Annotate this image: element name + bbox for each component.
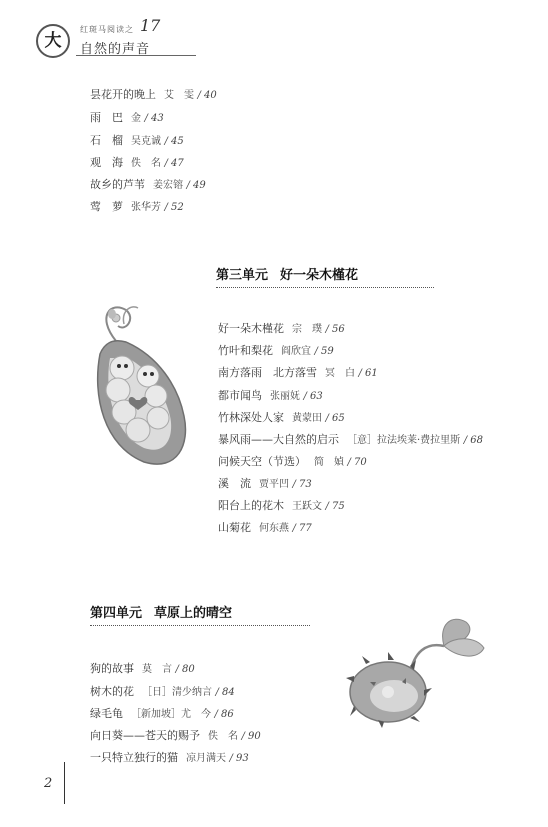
entry-title: 狗的故事 (90, 662, 134, 675)
entry-title: 竹林深处人家 (218, 411, 284, 424)
entry-author: 凉月满天 (186, 753, 226, 764)
entry-author: 吴克诚 (131, 136, 161, 147)
toc-entry[interactable] (90, 199, 184, 216)
entry-page: / 47 (164, 158, 184, 169)
unit-label: 第四单元 (90, 606, 143, 621)
toc-entry[interactable] (90, 706, 234, 723)
entry-author: 冥 白 (325, 368, 355, 379)
toc-entry[interactable] (218, 388, 323, 405)
entry-author: 简 媜 (314, 457, 344, 468)
entry-page: / 65 (325, 413, 345, 424)
entry-page: / 56 (325, 324, 345, 335)
chestnut-sprout-illustration (344, 612, 504, 728)
toc-entry[interactable] (218, 520, 312, 537)
entry-author: ［意］拉法埃莱·费拉里斯 (347, 435, 461, 446)
entry-author: 佚 名 (131, 158, 161, 169)
book-header (36, 18, 236, 58)
unit-3-dotted-rule (216, 287, 434, 288)
entry-page: / 59 (314, 346, 334, 357)
series-logo: 大 (36, 24, 70, 58)
entry-author: 阎欣宜 (281, 346, 311, 357)
entry-author: 黄蒙田 (292, 413, 322, 424)
entry-author: 贾平凹 (259, 479, 289, 490)
entry-title: 阳台上的花木 (218, 499, 284, 512)
entry-author: 张华芳 (131, 202, 161, 213)
header-rule (76, 55, 196, 56)
entry-page: / 45 (164, 136, 184, 147)
entry-page: / 61 (358, 368, 378, 379)
unit-name: 好一朵木槿花 (280, 268, 359, 283)
entry-title: 石 榴 (90, 134, 123, 147)
entry-author: 王跃文 (292, 501, 322, 512)
unit-4-dotted-rule (90, 625, 310, 626)
entry-title: 暴风雨——大自然的启示 (218, 433, 339, 446)
entry-title: 问候天空（节选） (218, 455, 306, 468)
entry-author: 宗 璞 (292, 324, 322, 335)
entry-author: ［日］清少纳言 (142, 687, 212, 698)
entry-author: 佚 名 (208, 731, 238, 742)
entry-page: / 93 (229, 753, 249, 764)
toc-entry[interactable] (90, 87, 217, 104)
entry-page: / 73 (292, 479, 312, 490)
toc-entry[interactable] (218, 321, 345, 338)
unit-4-heading (90, 602, 232, 621)
unit-label: 第三单元 (216, 268, 269, 283)
entry-page: / 63 (303, 391, 323, 402)
entry-author: 莫 言 (142, 664, 172, 675)
entry-page: / 90 (241, 731, 261, 742)
entry-title: 观 海 (90, 156, 123, 169)
entry-author: ［新加坡］尤 今 (131, 709, 211, 720)
entry-page: / 80 (175, 664, 195, 675)
toc-entry[interactable] (90, 155, 184, 172)
toc-entry[interactable] (90, 750, 249, 767)
entry-title: 昙花开的晚上 (90, 88, 156, 101)
toc-entry[interactable] (218, 476, 312, 493)
unit-name: 草原上的晴空 (154, 606, 233, 621)
entry-title: 绿毛龟 (90, 707, 123, 720)
pea-pod-characters-illustration (86, 296, 198, 468)
entry-page: / 70 (347, 457, 367, 468)
book-subtitle: 自然的声音 (80, 42, 151, 57)
page-number: 2 (44, 776, 53, 791)
toc-entry[interactable] (218, 365, 378, 382)
entry-title: 南方落雨 北方落雪 (218, 366, 317, 379)
entry-title: 莺 萝 (90, 200, 123, 213)
entry-title: 溪 流 (218, 477, 251, 490)
entry-page: / 77 (292, 523, 312, 534)
entry-author: 何东燕 (259, 523, 289, 534)
toc-entry[interactable] (90, 110, 164, 127)
entry-author: 金 (131, 113, 141, 124)
entry-title: 好一朵木槿花 (218, 322, 284, 335)
volume-number: 17 (140, 16, 161, 35)
toc-entry[interactable] (90, 728, 261, 745)
toc-entry[interactable] (218, 432, 483, 449)
toc-entry[interactable] (218, 410, 345, 427)
entry-title: 一只特立独行的猫 (90, 751, 178, 764)
entry-page: / 49 (186, 180, 206, 191)
entry-page: / 84 (215, 687, 235, 698)
entry-page: / 52 (164, 202, 184, 213)
entry-title: 树木的花 (90, 685, 134, 698)
entry-page: / 43 (144, 113, 164, 124)
entry-title: 山菊花 (218, 521, 251, 534)
series-name: 红斑马阅读之 (80, 25, 134, 34)
toc-entry[interactable] (90, 133, 184, 150)
entry-author: 艾 雯 (164, 90, 194, 101)
toc-entry[interactable] (90, 684, 235, 701)
unit-3-heading (216, 264, 358, 283)
toc-entry[interactable] (90, 177, 206, 194)
footer-vertical-rule (64, 762, 65, 804)
entry-page: / 40 (197, 90, 217, 101)
entry-title: 都市闻鸟 (218, 389, 262, 402)
toc-entry[interactable] (90, 661, 195, 678)
entry-page: / 86 (214, 709, 234, 720)
entry-author: 张丽妩 (270, 391, 300, 402)
entry-page: / 75 (325, 501, 345, 512)
toc-entry[interactable] (218, 454, 367, 471)
entry-title: 故乡的芦苇 (90, 178, 145, 191)
entry-title: 雨 巴 (90, 111, 123, 124)
toc-entry[interactable] (218, 343, 334, 360)
entry-page: / 68 (463, 435, 483, 446)
entry-title: 向日葵——苍天的赐予 (90, 729, 200, 742)
entry-title: 竹叶和梨花 (218, 344, 273, 357)
toc-entry[interactable] (218, 498, 345, 515)
entry-author: 姜宏镕 (153, 180, 183, 191)
